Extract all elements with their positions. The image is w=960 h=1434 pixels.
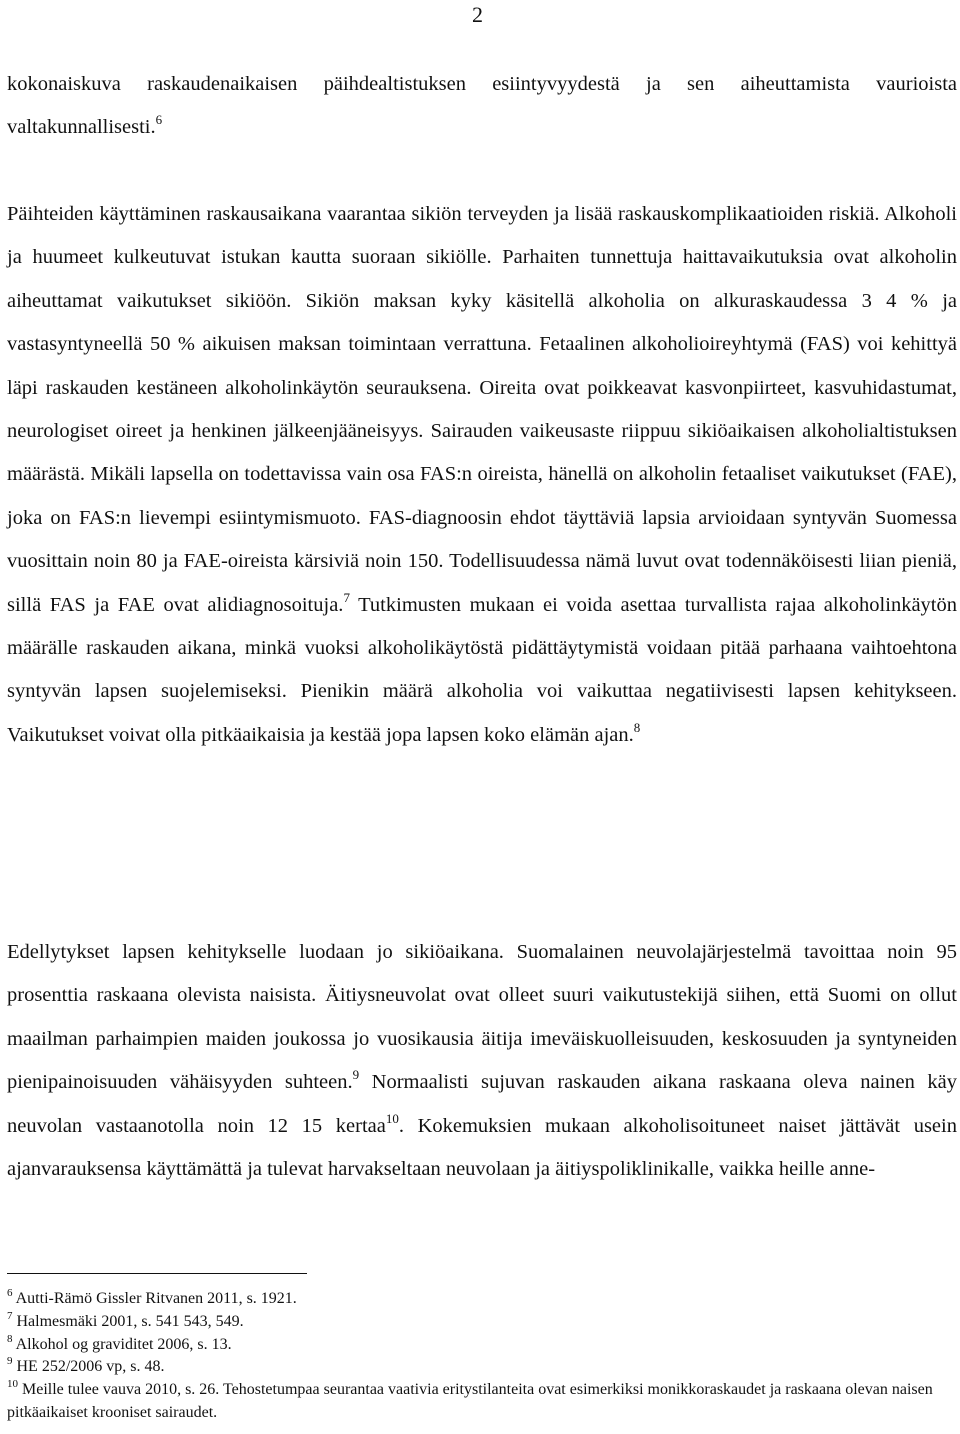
- footnote: [7, 1288, 957, 1311]
- text-run: Tutkimusten mukaan ei voida asettaa turvallista rajaa alkoholinkäytön määrälle raskauden aikana, minkä vuoksi alkoholikäytöstä pidättäytymistä voidaan pitää parhaana vaihtoehtona syntyvän lapsen suojelemiseksi. Pienikin määrä alkoholia voi vaikuttaa negatiivisesti lapsen kehitykseen. Vaikutukset voivat olla pitkäaikaisia ja kestää jopa lapsen koko elämän ajan.: [7, 593, 957, 746]
- paragraph: [7, 931, 957, 1191]
- page-number: 2: [472, 2, 483, 27]
- footnote: [7, 1356, 957, 1379]
- text-run: Normaalisti sujuvan raskauden aikana raskaana oleva nainen käy neuvolan vastaanotolla noin 12 15 kertaa: [7, 1071, 957, 1137]
- footnote-number: 8: [7, 1332, 13, 1345]
- footnote-reference: 6: [155, 112, 163, 128]
- text-run: . Kokemuksien mukaan alkoholisoituneet naiset jättävät usein ajanvarauksensa käyttämättä ja tulevat harvakseltaan neuvolaan ja äitiyspoliklinikalle, vaikka heille anne-: [7, 1114, 957, 1181]
- footnote-number: 9: [7, 1355, 13, 1368]
- footnotes-list: [7, 1288, 957, 1425]
- paragraph: [7, 63, 957, 150]
- footnote-text: Meille tulee vauva 2010, s. 26. Tehostetumpaa seurantaa vaativia eritystilanteita ovat esimerkiksi monikkoraskaudet ja raskaana olevan naisen pitkäaikaiset krooniset sairaudet.: [7, 1381, 933, 1421]
- footnote: [7, 1311, 957, 1334]
- footnote-text: Alkohol og graviditet 2006, s. 13.: [15, 1335, 232, 1353]
- paragraph: [7, 193, 957, 757]
- footnote-reference: 7: [343, 589, 350, 605]
- footnote-number: 6: [7, 1287, 13, 1299]
- text-run: Päihteiden käyttäminen raskausaikana vaarantaa sikiön terveyden ja lisää raskauskomplikaatioiden riskiä. Alkoholi ja huumeet kulkeutuvat istukan kautta suoraan sikiölle. Parhaiten tunnettuja haittavaikutuksia ovat alkoholin aiheuttamat vaikutukset sikiöön. Sikiön maksan kyky käsitellä alkoholia on alkuraskaudessa 3 4 % ja vastasyntyneellä 50 % aikuisen maksan toimintaan verrattuna. Fetaalinen alkoholioireyhtymä (FAS) voi kehittyä läpi raskauden kestäneen alkoholinkäytön seurauksena. Oireita ovat poikkeavat kasvonpiirteet, kasvuhidastumat, neurologiset oireet ja henkinen jälkeenjääneisyys. Sairauden vaikeusaste riippuu sikiöaikaisen alkoholialtistuksen määrästä. Mikäli lapsella on todettavissa vain osa FAS:n oireista, hänellä on alkoholin fetaaliset vaikutukset (FAE), joka on FAS:n lievempi esiintymismuoto. FAS-diagnoosin ehdot täyttäviä lapsia arvioidaan syntyvän Suomessa vuosittain noin 80 ja FAE-oireista kärsiviä noin 150. Todellisuudessa nämä luvut ovat todennäköisesti liian pieniä, sillä FAS ja FAE ovat alidiagnosoituja.: [7, 203, 957, 616]
- footnote-reference: 10: [385, 1110, 399, 1126]
- footnote-number: 7: [7, 1309, 13, 1322]
- footnote-text: Halmesmäki 2001, s. 541 543, 549.: [16, 1312, 244, 1330]
- footnote: [7, 1379, 957, 1425]
- footnote-reference: 9: [352, 1067, 360, 1083]
- footnote-text: HE 252/2006 vp, s. 48.: [16, 1358, 165, 1376]
- footnote-text: Autti-Rämö Gissler Ritvanen 2011, s. 1921.: [15, 1290, 297, 1307]
- text-run: kokonaiskuva raskaudenaikaisen päihdealtistuksen esiintyvyydestä ja sen aiheuttamista vaurioista valtakunnallisesti.: [7, 73, 957, 139]
- footnote-divider: [7, 1273, 307, 1274]
- text-run: Edellytykset lapsen kehitykselle luodaan jo sikiöaikana. Suomalainen neuvolajärjestelmä tavoittaa noin 95 prosenttia raskaana olevista naisista. Äitiysneuvolat ovat olleet suuri vaikutustekijä siihen, että Suomi on ollut maailman parhaimpien maiden joukossa jo vuosikausia äitija imeväiskuolleisuuden, keskosuuden ja syntyneiden pienipainoisuuden vähäisyyden suhteen.: [7, 941, 957, 1094]
- footnote-number: 10: [7, 1378, 18, 1391]
- footnote: [7, 1334, 957, 1357]
- footnote-reference: 8: [633, 719, 641, 735]
